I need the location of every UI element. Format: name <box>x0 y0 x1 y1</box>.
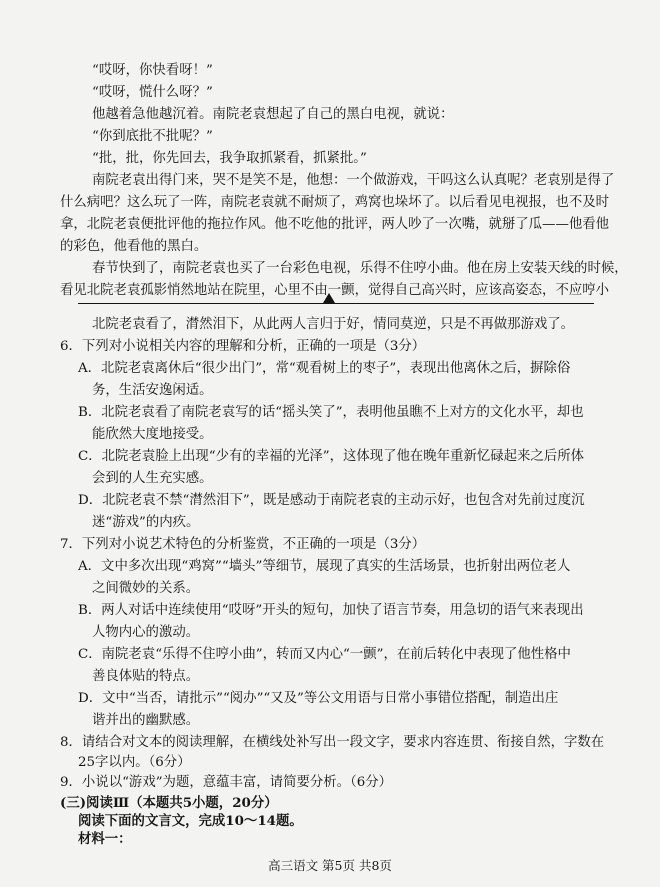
q7-option-d-cont: 谐并出的幽默感。 <box>92 713 200 728</box>
answer-blank-line <box>78 303 594 304</box>
q6-option-c-cont: 会到的人生充实感。 <box>92 471 213 486</box>
blank-marker-triangle <box>323 293 335 303</box>
story-line-ending: 北院老袁看了，潸然泪下，从此两人言归于好，情同莫逆，只是不再做那游戏了。 <box>92 317 575 332</box>
q7-option-a: A．文中多次出现“鸡窝”“墙头”等细节，展现了真实的生活场景，也折射出两位老人 <box>78 559 571 574</box>
q9-stem: 9．小说以“游戏”为题，意蕴丰富，请简要分析。（6分） <box>60 775 393 790</box>
section-3-title: (三)阅读Ⅲ（本题共5小题，20分） <box>60 795 278 811</box>
story-line: 的彩色，他看他的黑白。 <box>60 239 208 254</box>
q6-option-b: B．北院老袁看了南院老袁写的话“摇头笑了”，表明他虽瞧不上对方的文化水平，却也 <box>78 405 584 420</box>
story-line: 他越着急他越沉着。南院老袁想起了自己的黑白电视，就说： <box>92 107 454 122</box>
q7-option-d: D．文中“当否，请批示”“阅办”“又及”等公文用语与日常小事错位搭配，制造出庄 <box>78 691 559 706</box>
q7-option-c-cont: 善良体贴的特点。 <box>92 669 200 684</box>
story-line: “你到底批不批呢？” <box>92 129 213 144</box>
q7-option-a-cont: 之间微妙的关系。 <box>92 581 200 596</box>
q7-stem: 7．下列对小说艺术特色的分析鉴赏，不正确的一项是（3分） <box>60 537 426 552</box>
q7-option-c: C．南院老袁“乐得不住哼小曲”，转而又内心“一颤”，在前后转化中表现了他性格中 <box>78 647 571 662</box>
story-line: “哎呀，你快看呀！” <box>92 63 213 78</box>
section-3-instruction: 阅读下面的文言文，完成10～14题。 <box>78 813 303 829</box>
q6-option-b-cont: 能欣然大度地接受。 <box>92 427 213 442</box>
page-footer: 高三语文 第5页 共8页 <box>268 858 392 873</box>
q6-option-a-cont: 务，生活安逸闲适。 <box>92 383 213 398</box>
story-line: 南院老袁出得门来，哭不是笑不是，他想：一个做游戏，干吗这么认真呢？老袁别是得了 <box>92 173 615 188</box>
q6-option-d: D．北院老袁不禁“潸然泪下”，既是感动于南院老袁的主动示好，也包含对先前过度沉 <box>78 493 585 508</box>
q6-option-c: C．北院老袁脸上出现“少有的幸福的光泽”，这体现了他在晚年重新忆碌起来之后所体 <box>78 449 584 464</box>
q8-stem: 8．请结合对文本的阅读理解，在横线处补写出一段文字，要求内容连贯、衔接自然，字数在 <box>60 735 605 750</box>
q7-option-b: B．两人对话中连续使用“哎呀”开头的短句，加快了语言节奏，用急切的语气来表现出 <box>78 603 584 618</box>
q6-stem: 6．下列对小说相关内容的理解和分析，正确的一项是（3分） <box>60 339 426 354</box>
story-line: “哎呀，慌什么呀？” <box>92 85 213 100</box>
material-label: 材料一： <box>78 831 132 847</box>
story-line: “批，批，你先回去，我争取抓紧看，抓紧批。” <box>92 151 367 166</box>
q6-option-d-cont: 迷“游戏”的内疚。 <box>92 515 200 530</box>
story-line: 看见北院老袁孤影悄然地站在院里，心里不由一颤，觉得自己高兴时，应该高姿态，不应哼小 <box>60 283 610 298</box>
q6-option-a: A．北院老袁离休后“很少出门”，常“观看树上的枣子”，表现出他离休之后，摒除俗 <box>78 361 571 376</box>
story-line: 什么病吧？这么玩了一阵，南院老袁就不耐烦了，鸡窝也垛坏了。以后看见电视报，也不及时 <box>60 195 610 210</box>
q8-stem-cont: 25字以内。（6分） <box>78 755 191 770</box>
story-line: 春节快到了，南院老袁也买了一台彩色电视，乐得不住哼小曲。他在房上安装天线的时候， <box>92 261 628 276</box>
q7-option-b-cont: 人物内心的激动。 <box>92 625 200 640</box>
story-line: 拿，北院老袁便批评他的拖拉作风。他不吃他的批评，两人吵了一次嘴，就掰了瓜——他看他 <box>60 217 610 232</box>
